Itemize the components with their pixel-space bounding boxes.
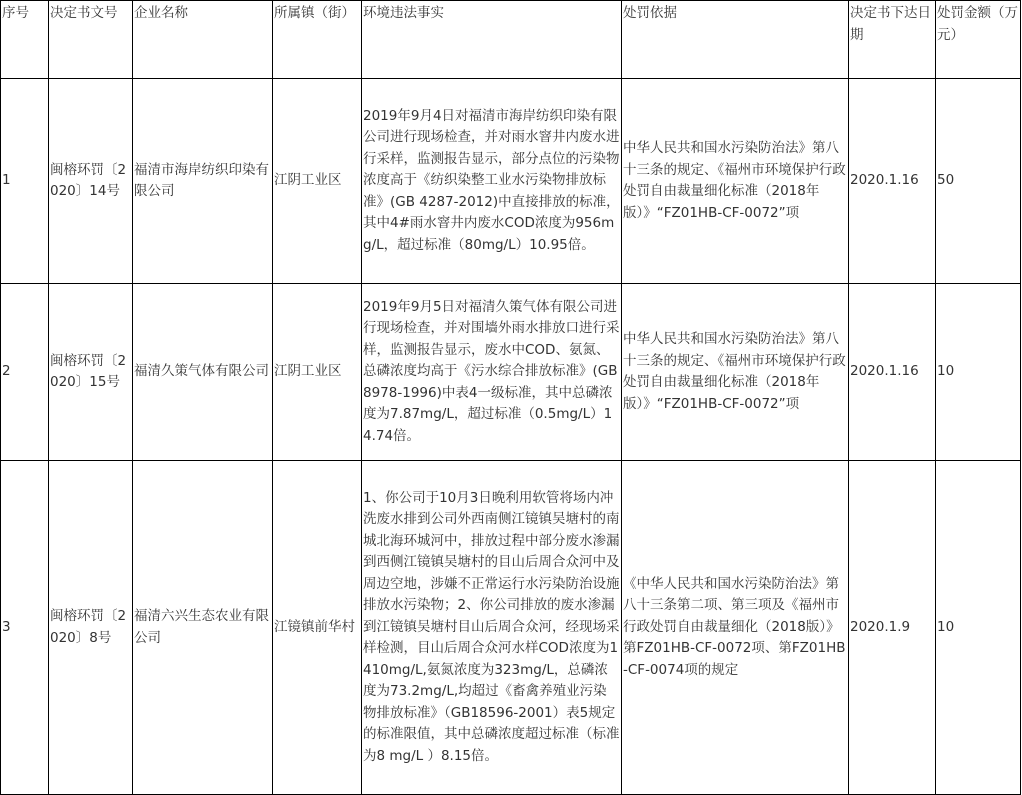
header-fact: 环境违法事实 bbox=[362, 1, 622, 79]
header-date: 决定书下达日期 bbox=[849, 1, 936, 79]
cell-town: 江镜镇前华村 bbox=[273, 461, 362, 795]
cell-amount: 10 bbox=[936, 461, 1021, 795]
header-doc-no: 决定书文号 bbox=[49, 1, 133, 79]
cell-basis: 《中华人民共和国水污染防治法》第八十三条第二项、第三项及《福州市行政处罚自由裁量细化（2018版）》第FZ01HB-CF-0072项、第FZ01HB-CF-0074项的规定 bbox=[622, 461, 849, 795]
cell-date: 2020.1.16 bbox=[849, 79, 936, 284]
table-row bbox=[1, 461, 1021, 795]
cell-company: 福清市海岸纺织印染有限公司 bbox=[133, 79, 273, 284]
header-basis: 处罚依据 bbox=[622, 1, 849, 79]
cell-no: 1 bbox=[1, 79, 49, 284]
cell-date: 2020.1.16 bbox=[849, 284, 936, 461]
cell-fact: 2019年9月5日对福清久策气体有限公司进行现场检查，并对围墙外雨水排放口进行采样，监测报告显示，废水中COD、氨氮、总磷浓度均高于《污水综合排放标准》(GB8978-1996)中表4一级标准，其中总磷浓度为7.87mg/L，超过标准（0.5mg/L）14.74倍。 bbox=[362, 284, 622, 461]
cell-company: 福清六兴生态农业有限公司 bbox=[133, 461, 273, 795]
cell-no: 2 bbox=[1, 284, 49, 461]
cell-date: 2020.1.9 bbox=[849, 461, 936, 795]
header-no: 序号 bbox=[1, 1, 49, 79]
cell-fact: 1、你公司于10月3日晚利用软管将场内冲洗废水排到公司外西南侧江镜镇吴塘村的南城北海环城河中，排放过程中部分废水渗漏到西侧江镜镇吴塘村的目山后周合众河中及周边空地，涉嫌不正常运行水污染防治设施排放水污染物；2、你公司排放的废水渗漏到江镜镇吴塘村目山后周合众河，经现场采样检测，目山后周合众河水样COD浓度为1410mg/L,氨氮浓度为323mg/L，总磷浓度为73.2mg/L,均超过《畜禽养殖业污染物排放标准》（GB18596-2001）表5规定的标准限值，其中总磷浓度超过标准（标准为8 mg/L ）8.15倍。 bbox=[362, 461, 622, 795]
cell-doc-no: 闽榕环罚〔2020〕15号 bbox=[49, 284, 133, 461]
table-row bbox=[1, 79, 1021, 284]
header-company: 企业名称 bbox=[133, 1, 273, 79]
cell-no: 3 bbox=[1, 461, 49, 795]
cell-town: 江阴工业区 bbox=[273, 79, 362, 284]
cell-basis: 中华人民共和国水污染防治法》第八十三条的规定、《福州市环境保护行政处罚自由裁量细化标准（2018年版）》“FZ01HB-CF-0072”项 bbox=[622, 79, 849, 284]
cell-town: 江阴工业区 bbox=[273, 284, 362, 461]
cell-company: 福清久策气体有限公司 bbox=[133, 284, 273, 461]
cell-amount: 50 bbox=[936, 79, 1021, 284]
cell-fact: 2019年9月4日对福清市海岸纺织印染有限公司进行现场检查，并对雨水窨井内废水进行采样，监测报告显示，部分点位的污染物浓度高于《纺织染整工业水污染物排放标准》(GB 4287-2012)中直接排放的标准，其中4#雨水窨井内废水COD浓度为956mg/L，超过标准（80mg/L）10.95倍。 bbox=[362, 79, 622, 284]
cell-amount: 10 bbox=[936, 284, 1021, 461]
header-town: 所属镇（街） bbox=[273, 1, 362, 79]
cell-basis: 中华人民共和国水污染防治法》第八十三条的规定、《福州市环境保护行政处罚自由裁量细化标准（2018年版）》“FZ01HB-CF-0072”项 bbox=[622, 284, 849, 461]
header-row bbox=[1, 1, 1021, 79]
table-row bbox=[1, 284, 1021, 461]
header-amount: 处罚金额（万元） bbox=[936, 1, 1021, 79]
cell-doc-no: 闽榕环罚〔2020〕14号 bbox=[49, 79, 133, 284]
cell-doc-no: 闽榕环罚〔2020〕8号 bbox=[49, 461, 133, 795]
